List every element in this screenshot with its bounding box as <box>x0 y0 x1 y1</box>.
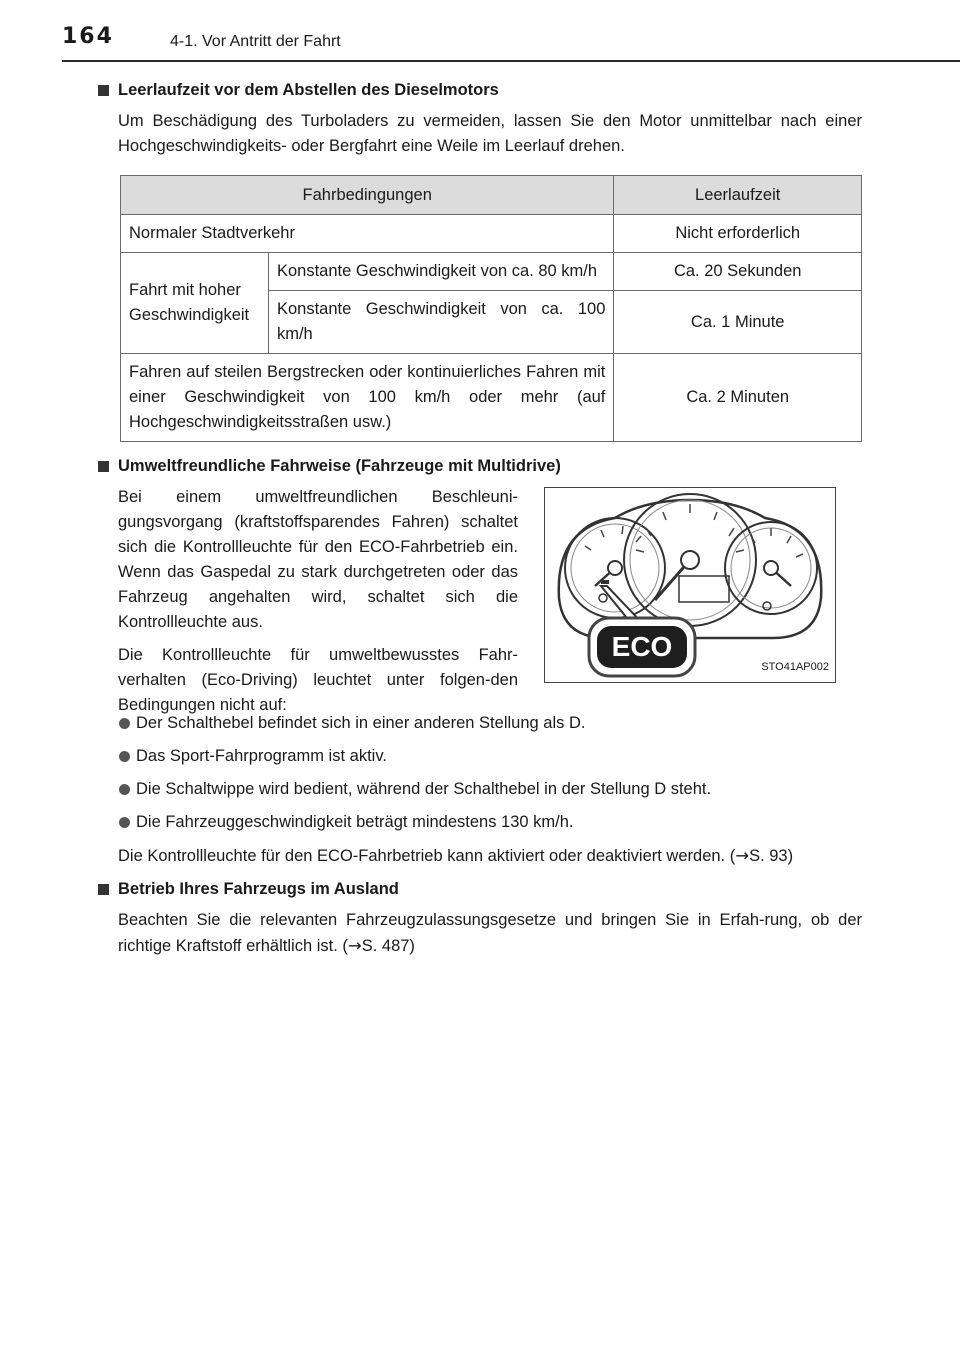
table-row <box>121 215 862 253</box>
list-item: Das Sport-Fahrprogramm ist aktiv. <box>118 744 862 769</box>
eco-paragraph-1: Bei einem umweltfreundlichen Beschleuni-gungsvorgang (kraftstoffsparendes Fahren) schaltet sich die Kontrollleuchte für den ECO-Fahrbetrieb ein. Wenn das Gaspedal zu stark durchgetreten oder das Fahrzeug angehalten wird, schaltet sich die Kontrollleuchte aus. <box>118 488 518 631</box>
section-title-idle: Leerlaufzeit vor dem Abstellen des Dieselmotors <box>96 78 862 103</box>
table-header-time: Leerlaufzeit <box>614 176 862 215</box>
square-bullet-icon <box>98 461 109 472</box>
table-cell-condition: Konstante Geschwindigkeit von ca. 100 km/h <box>268 291 613 354</box>
chapter-title: 4-1. Vor Antritt der Fahrt <box>170 33 341 50</box>
page-reference: S. 93) <box>749 847 794 865</box>
arrow-right-icon: → <box>347 936 362 955</box>
arrow-right-icon: → <box>735 846 750 865</box>
page-number: 164 <box>62 24 114 49</box>
table-cell-time: Nicht erforderlich <box>614 215 862 253</box>
page-reference: S. 487) <box>361 937 415 955</box>
square-bullet-icon <box>98 884 109 895</box>
table-header-row <box>121 176 862 215</box>
section-title-eco: Umweltfreundliche Fahrweise (Fahrzeuge mit Multidrive) <box>96 454 862 479</box>
eco-text <box>118 485 518 726</box>
round-bullet-icon <box>119 751 130 762</box>
list-item: Der Schalthebel befindet sich in einer anderen Stellung als D. <box>118 711 862 736</box>
eco-indicator-label: ECO <box>611 631 673 662</box>
table-cell-group-label: Fahrt mit hoher Geschwindigkeit <box>121 253 269 354</box>
round-bullet-icon <box>119 718 130 729</box>
table-row <box>121 354 862 442</box>
table-cell-condition: Fahren auf steilen Bergstrecken oder kontinuierliches Fahren mit einer Geschwindigkeit von 100 km/h oder mehr (auf Hochgeschwindigkeitsstraßen usw.) <box>121 354 614 442</box>
instrument-cluster-illustration <box>545 488 835 682</box>
page-content <box>96 78 862 967</box>
table-header-conditions: Fahrbedingungen <box>121 176 614 215</box>
idle-time-table <box>120 175 862 442</box>
section-body-abroad: Beachten Sie die relevanten Fahrzeugzulassungsgesetze und bringen Sie in Erfah-rung, ob der richtige Kraftstoff erhältlich ist. (→S. 487) <box>118 911 862 955</box>
table-cell-time: Ca. 20 Sekunden <box>614 253 862 291</box>
table-cell-condition: Konstante Geschwindigkeit von ca. 80 km/h <box>268 253 613 291</box>
figure-code: STO41AP002 <box>761 661 829 673</box>
section-title-abroad: Betrieb Ihres Fahrzeugs im Ausland <box>96 877 862 902</box>
round-bullet-icon <box>119 817 130 828</box>
list-item: Die Schaltwippe wird bedient, während der Schalthebel in der Stellung D steht. <box>118 777 862 802</box>
table-cell-time: Ca. 2 Minuten <box>614 354 862 442</box>
table-cell-time: Ca. 1 Minute <box>614 291 862 354</box>
list-item: Die Fahrzeuggeschwindigkeit beträgt mindestens 130 km/h. <box>118 810 862 835</box>
instrument-cluster-figure <box>544 487 836 683</box>
section-body-idle: Um Beschädigung des Turboladers zu vermeiden, lassen Sie den Motor unmittelbar nach einer Hochgeschwindigkeits- oder Bergfahrt eine Weile im Leerlauf drehen. <box>118 112 862 155</box>
header-rule <box>62 60 960 62</box>
round-bullet-icon <box>119 784 130 795</box>
page-header <box>0 0 960 62</box>
eco-toggle-note: Die Kontrollleuchte für den ECO-Fahrbetrieb kann aktiviert oder deaktiviert werden. (→S. 93) <box>118 846 794 865</box>
table-row <box>121 253 862 291</box>
table-cell-condition: Normaler Stadtverkehr <box>121 215 614 253</box>
eco-block <box>96 485 862 714</box>
square-bullet-icon <box>98 85 109 96</box>
eco-paragraph-2: Die Kontrollleuchte für umweltbewusstes Fahr-verhalten (Eco-Driving) leuchtet unter folgen-den Bedingungen nicht auf: <box>118 646 518 714</box>
